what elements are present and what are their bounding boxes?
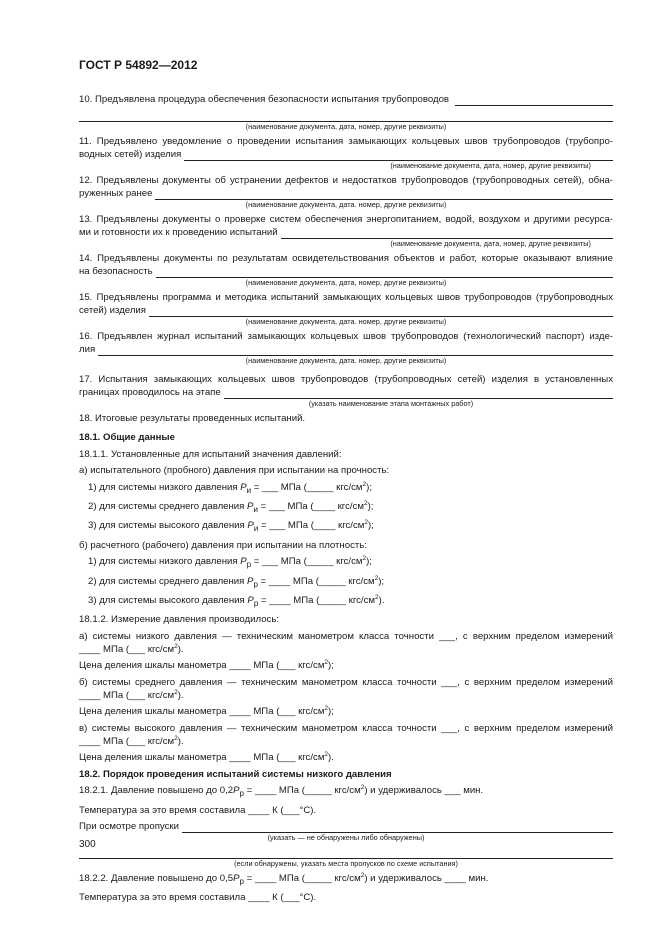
item-17: 17. Испытания замыкающих кольцевых швов трубопроводов (трубопроводных сетей) изделия в установленных xyxy=(79,374,613,385)
section-18-2-title: 18.2. Порядок проведения испытаний системы низкого давления xyxy=(79,768,392,780)
caption-doc: (наименование документа, дата, номер, другие реквизиты) xyxy=(245,277,447,287)
fill-line xyxy=(149,307,613,317)
scale-high: Цена деления шкалы манометра ____ МПа (___ кгс/$см^2$). xyxy=(79,751,334,764)
caption-leaks: (указать — не обнаружены либо обнаружены) xyxy=(267,833,425,843)
section-18-1-title: 18.1. Общие данные xyxy=(79,432,175,443)
item-13: 13. Предъявлены документы о проверке систем обеспечения энергопитанием, водой, воздухом и другими ресурса- xyxy=(79,213,613,225)
item-18: 18. Итоговые результаты проведенных испытаний. xyxy=(79,413,306,424)
document-header: ГОСТ Р 54892—2012 xyxy=(79,58,198,72)
fill-line xyxy=(79,110,613,122)
fill-line xyxy=(79,847,613,859)
caption-doc: (наименование документа, дата, номер, другие реквизиты) xyxy=(390,238,591,248)
pressure-row: 2) для системы среднего давления $P_и$ = ___ МПа (____ кгс/$см^2$); xyxy=(88,499,374,514)
caption-doc: (наименование документа, дата. номер, другие реквизиты) xyxy=(245,355,447,365)
temperature-1: Температура за это время составила ____ К (___°С). xyxy=(79,804,317,816)
pressure-row: 2) для системы среднего давления $P_р$ = ____ МПа (_____ кгс/$см^2$); xyxy=(88,574,385,589)
scale-medium: Цена деления шкалы манометра ____ МПа (___ кгс/$см^2$); xyxy=(79,705,334,718)
list-b-heading: б) расчетного (рабочего) давления при испытании на плотность: xyxy=(79,539,367,551)
list-a-heading: а) испытательного (пробного) давления при испытании на прочность: xyxy=(79,465,390,476)
fill-line xyxy=(224,389,613,399)
fill-line xyxy=(156,268,613,278)
document-body: 10. Предъявлена процедура обеспечения безопасности испытания трубопроводов (наименование документа, дата, номер, другие реквизиты) 11. Предъявлено уведомление о проведении испытания замыкающих кольцевых швов трубопроводов (трубопро- водных сетей) изделия (наименование документа, дата, номер, другие реквизиты) 12. Предъявлены документы об устранении дефектов и недостатков трубопроводов (трубопроводных сетей), обна- руженных ранее (наименование документа, дата. номер, другие реквизиты) 13. Предъявлены документы о проверке систем обеспечения энергопитанием, водой, воздухом и другими ресурса- ми и готовности их к проведению испытаний (наименование документа, дата, номер, другие реквизиты) 14. Предъявлены документы по результатам освидетельствования объектов и работ, которые оказывают влияние на безопасность (наименование документа, дата, номер, другие реквизиты) 15. Предъявлены программа и методика испытаний замыкающих кольцевых швов трубопроводов (трубопроводных сетей) изделия (наименование документа, дата. номер, другие реквизиты) 16. Предъявлен журнал испытаний замыкающих кольцевых швов трубопроводов (технологический паспорт) изде- лия (наименование документа, дата. номер, другие реквизиты) 17. Испытания замыкающих кольцевых швов трубопроводов (трубопроводных сетей) изделия в установленных границах проводилось на этапе (указать наименование этапа монтажных работ) 18. Итоговые результаты проведенных испытаний. 18.1. Общие данные 18.1.1. Установленные для испытаний значения давлений: а) испытательного (пробного) давления при испытании на прочность: 1) для системы низкого давления $P_и$ = ___ МПа (_____ кгс/$см^2$); 2) для системы среднего давления $P_и$ = ___ МПа (____ кгс/$см^2$); 3) для системы высокого давления $P_и$ = ___ МПа (____ кгс/$см^2$); б) расчетного (рабочего) давления при испытании на плотность: 1) для системы низкого давления $P_р$ = ___ МПа (_____ кгс/$см^2$); 2) для системы среднего давления $P_р$ = ____ МПа (_____ кгс/$см^2$); 3) для системы высокого давления $P_р$ = ____ МПа (_____ кгс/$см^2$). 18.1.2. Измерение давления производилось: а) системы низкого давления — техническим манометром класса точности ___, с верхним пределом измерений ____ МПа (___ кгс/$см^2$). Цена деления шкалы манометра ____ МПа (___ кгс/$см^2$); б) системы среднего давления — техническим манометром класса точности ___, с верхним пределом измерений ____ МПа (___ кгс/$см^2$). Цена деления шкалы манометра ____ МПа (___ кгс/$см^2$); в) системы высокого давления — техническим манометром класса точности ___, с верхним пределом измерений ____ МПа (___ кгс/$см^2$). Цена деления шкалы манометра ____ МПа (___ кгс/$см^2$). 18.2. Порядок проведения испытаний системы низкого давления 18.2.1. Давление повышено до $0,2P_р$ = ____ МПа (_____ кгс/$см^2$) и удерживалось ___ мин. Температура за это время составила ____ К (___°С). При осмотре пропуски (указать — не обнаружены либо обнаружены) (если обнаружены, указать места пропусков по схеме испытания) 18.2.2. Давление повышено до $0,5P_р$ = ____ МПа (_____ кгс/$см^2$) и удерживалось ____ мин. Температура за это время составила ____ К (___°С). xyxy=(79,94,613,904)
fill-line xyxy=(455,96,613,106)
pressure-row: 3) для системы высокого давления $P_р$ = ____ МПа (_____ кгс/$см^2$). xyxy=(88,593,385,608)
temperature-2: Температура за это время составила ____ К (___°С). xyxy=(79,892,317,904)
section-18-1-1: 18.1.1. Установленные для испытаний значения давлений: xyxy=(79,448,342,460)
gauge-medium: б) системы среднего давления — техническим манометром класса точности ___, с верхним пределом измерений xyxy=(79,676,613,688)
scale-low: Цена деления шкалы манометра ____ МПа (___ кгс/$см^2$); xyxy=(79,659,334,672)
caption-doc: (наименование документа, дата. номер, другие реквизиты) xyxy=(245,316,447,326)
item-16: 16. Предъявлен журнал испытаний замыкающих кольцевых швов трубопроводов (технологический паспорт) изде- xyxy=(79,330,613,342)
caption-doc: (наименование документа, дата. номер, другие реквизиты) xyxy=(245,199,447,209)
caption-doc: (наименование документа, дата, номер, другие реквизиты) xyxy=(245,121,447,131)
caption-doc: (наименование документа, дата, номер, другие реквизиты) xyxy=(390,160,591,170)
gauge-high: в) системы высокого давления — техническим манометром класса точности ___, с верхним пределом измерений xyxy=(79,722,613,734)
section-18-2-1: 18.2.1. Давление повышено до $0,2P_р$ = ____ МПа (_____ кгс/$см^2$) и удерживалось ___ мин. xyxy=(79,784,484,799)
fill-line xyxy=(155,190,613,200)
section-18-2-2: 18.2.2. Давление повышено до $0,5P_р$ = ____ МПа (_____ кгс/$см^2$) и удерживалось ____ мин. xyxy=(79,871,489,886)
item-11: 11. Предъявлено уведомление о проведении испытания замыкающих кольцевых швов трубопроводов (трубопро- xyxy=(79,135,613,147)
gauge-low: а) системы низкого давления — техническим манометром класса точности ___, с верхним пределом измерений xyxy=(79,630,613,642)
page-number: 300 xyxy=(79,839,96,850)
fill-line xyxy=(281,229,613,239)
item-15: 15. Предъявлены программа и методика испытаний замыкающих кольцевых швов трубопроводов (трубопроводных xyxy=(79,291,613,303)
fill-line xyxy=(184,151,613,161)
item-14: 14. Предъявлены документы по результатам освидетельствования объектов и работ, которые оказывают влияние xyxy=(79,252,613,264)
item-10: 10. Предъявлена процедура обеспечения безопасности испытания трубопроводов xyxy=(79,93,613,106)
pressure-row: 1) для системы низкого давления $P_и$ = ___ МПа (_____ кгс/$см^2$); xyxy=(88,480,372,495)
section-18-1-2: 18.1.2. Измерение давления производилось: xyxy=(79,614,280,626)
fill-line xyxy=(98,346,613,356)
leaks-row: При осмотре пропуски xyxy=(79,820,613,833)
pressure-row: 3) для системы высокого давления $P_и$ = ___ МПа (____ кгс/$см^2$); xyxy=(88,519,374,534)
caption-stage: (указать наименование этапа монтажных работ) xyxy=(308,399,474,408)
pressure-row: 1) для системы низкого давления $P_р$ = ___ МПа (_____ кгс/$см^2$); xyxy=(88,555,372,570)
caption-leaks-places: (если обнаружены, указать места пропусков по схеме испытания) xyxy=(234,858,458,868)
item-12: 12. Предъявлены документы об устранении дефектов и недостатков трубопроводов (трубопроводных сетей), обна- xyxy=(79,174,613,186)
fill-line xyxy=(182,823,613,833)
